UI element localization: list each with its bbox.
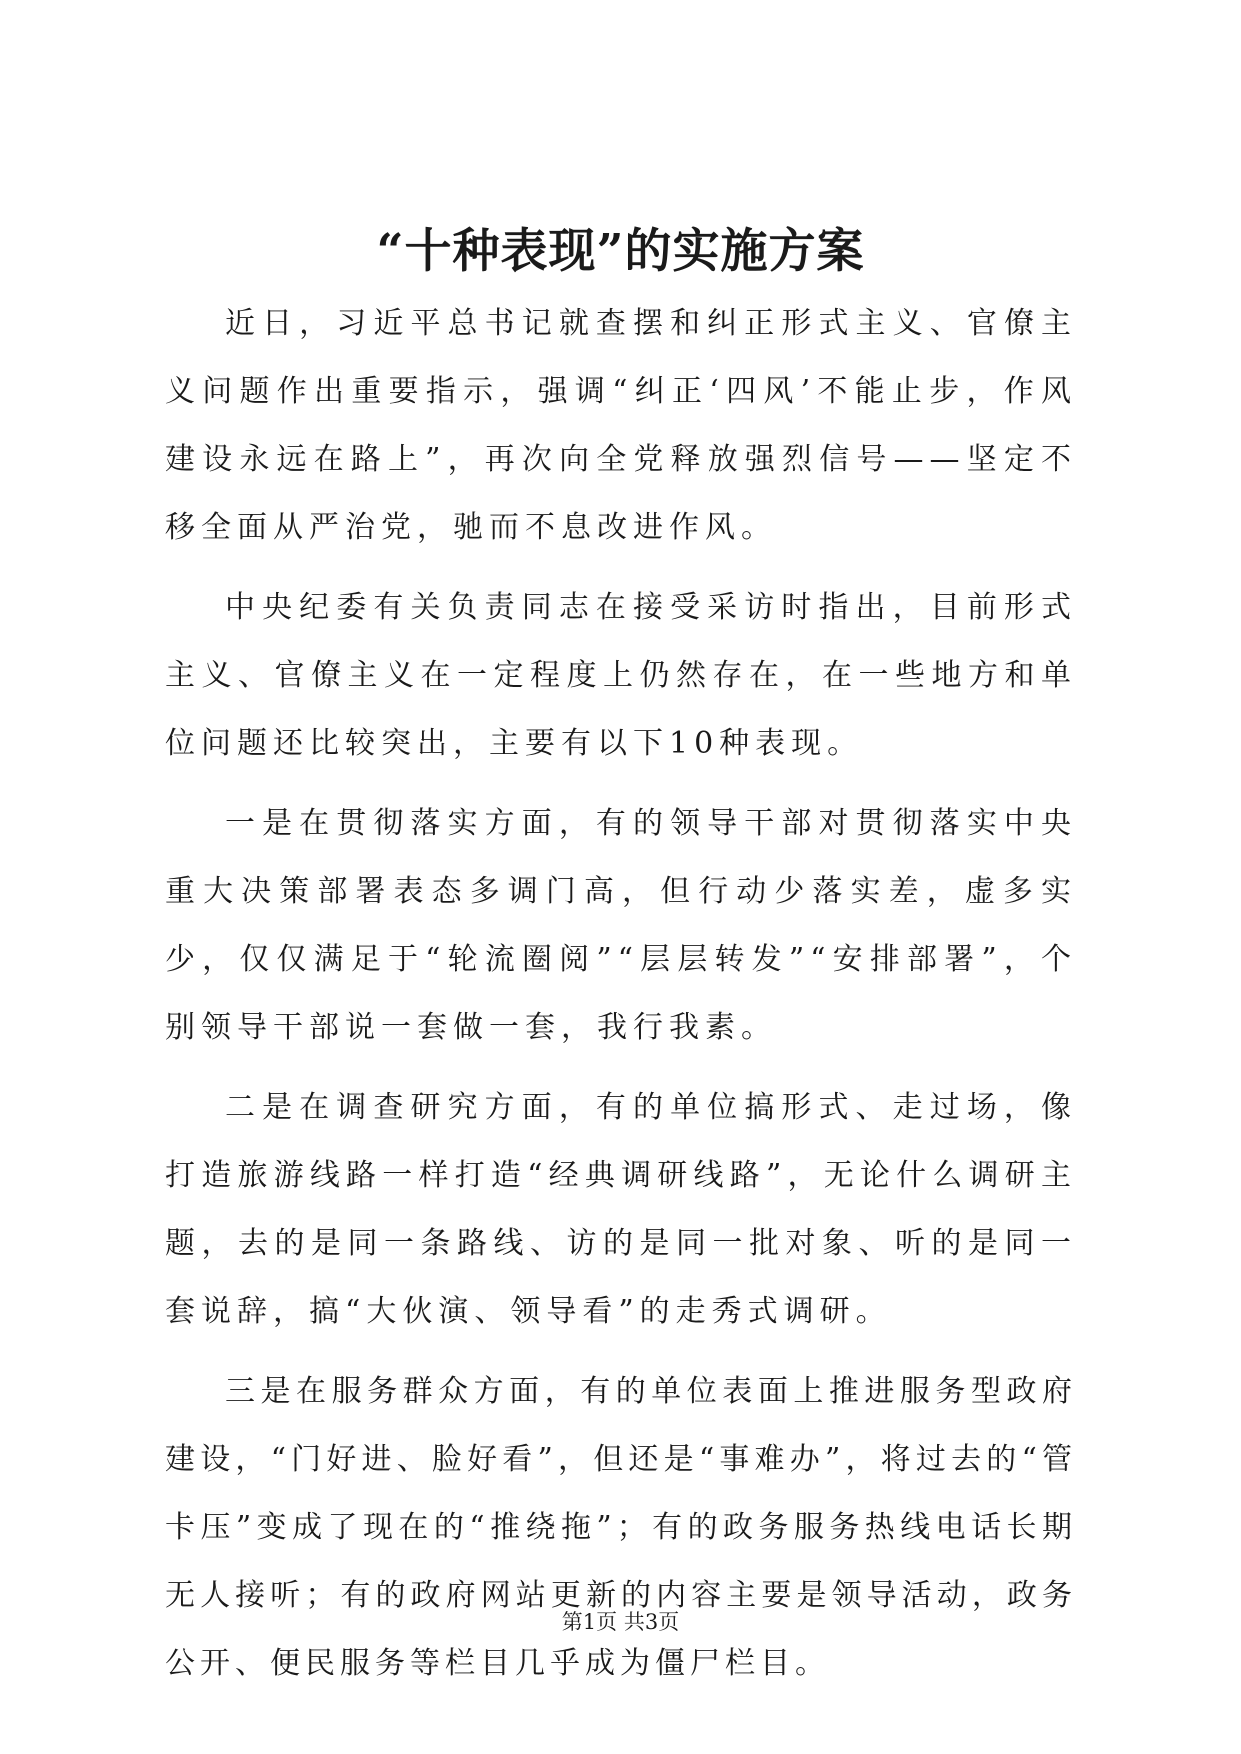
paragraph-investigation: 二是在调查研究方面，有的单位搞形式、走过场，像打造旅游线路一样打造“经典调研线路”，无论什么调研主题，去的是同一条路线、访的是同一批对象、听的是同一套说辞，搞“大伙演、领导看”的走秀式调研。: [165, 1090, 1077, 1329]
page-footer: [0, 1607, 1241, 1637]
paragraph-intro: 近日，习近平总书记就查摆和纠正形式主义、官僚主义问题作出重要指示，强调“纠正‘四风’不能止步，作风建设永远在路上”，再次向全党释放强烈信号——坚定不移全面从严治党，驰而不息改进作风。: [165, 306, 1077, 545]
paragraph-ten-forms: 中央纪委有关负责同志在接受采访时指出，目前形式主义、官僚主义在一定程度上仍然存在，在一些地方和单位问题还比较突出，主要有以下10种表现。: [165, 590, 1077, 761]
page-title: “十种表现”的实施方案: [376, 224, 865, 279]
paragraph-implementation: 一是在贯彻落实方面，有的领导干部对贯彻落实中央重大决策部署表态多调门高，但行动少落实差，虚多实少，仅仅满足于“轮流圈阅”“层层转发”“安排部署”，个别领导干部说一套做一套，我行我素。: [165, 806, 1077, 1045]
paragraph-public-service: 三是在服务群众方面，有的单位表面上推进服务型政府建设，“门好进、脸好看”，但还是“事难办”，将过去的“管卡压”变成了现在的“推绕拖”；有的政务服务热线电话长期无人接听；有的政府网站更新的内容主要是领导活动，政务公开、便民服务等栏目几乎成为僵尸栏目。: [165, 1374, 1077, 1681]
page-number-label: 第1页 共3页: [561, 1610, 680, 1634]
document-body: [165, 290, 1077, 1710]
